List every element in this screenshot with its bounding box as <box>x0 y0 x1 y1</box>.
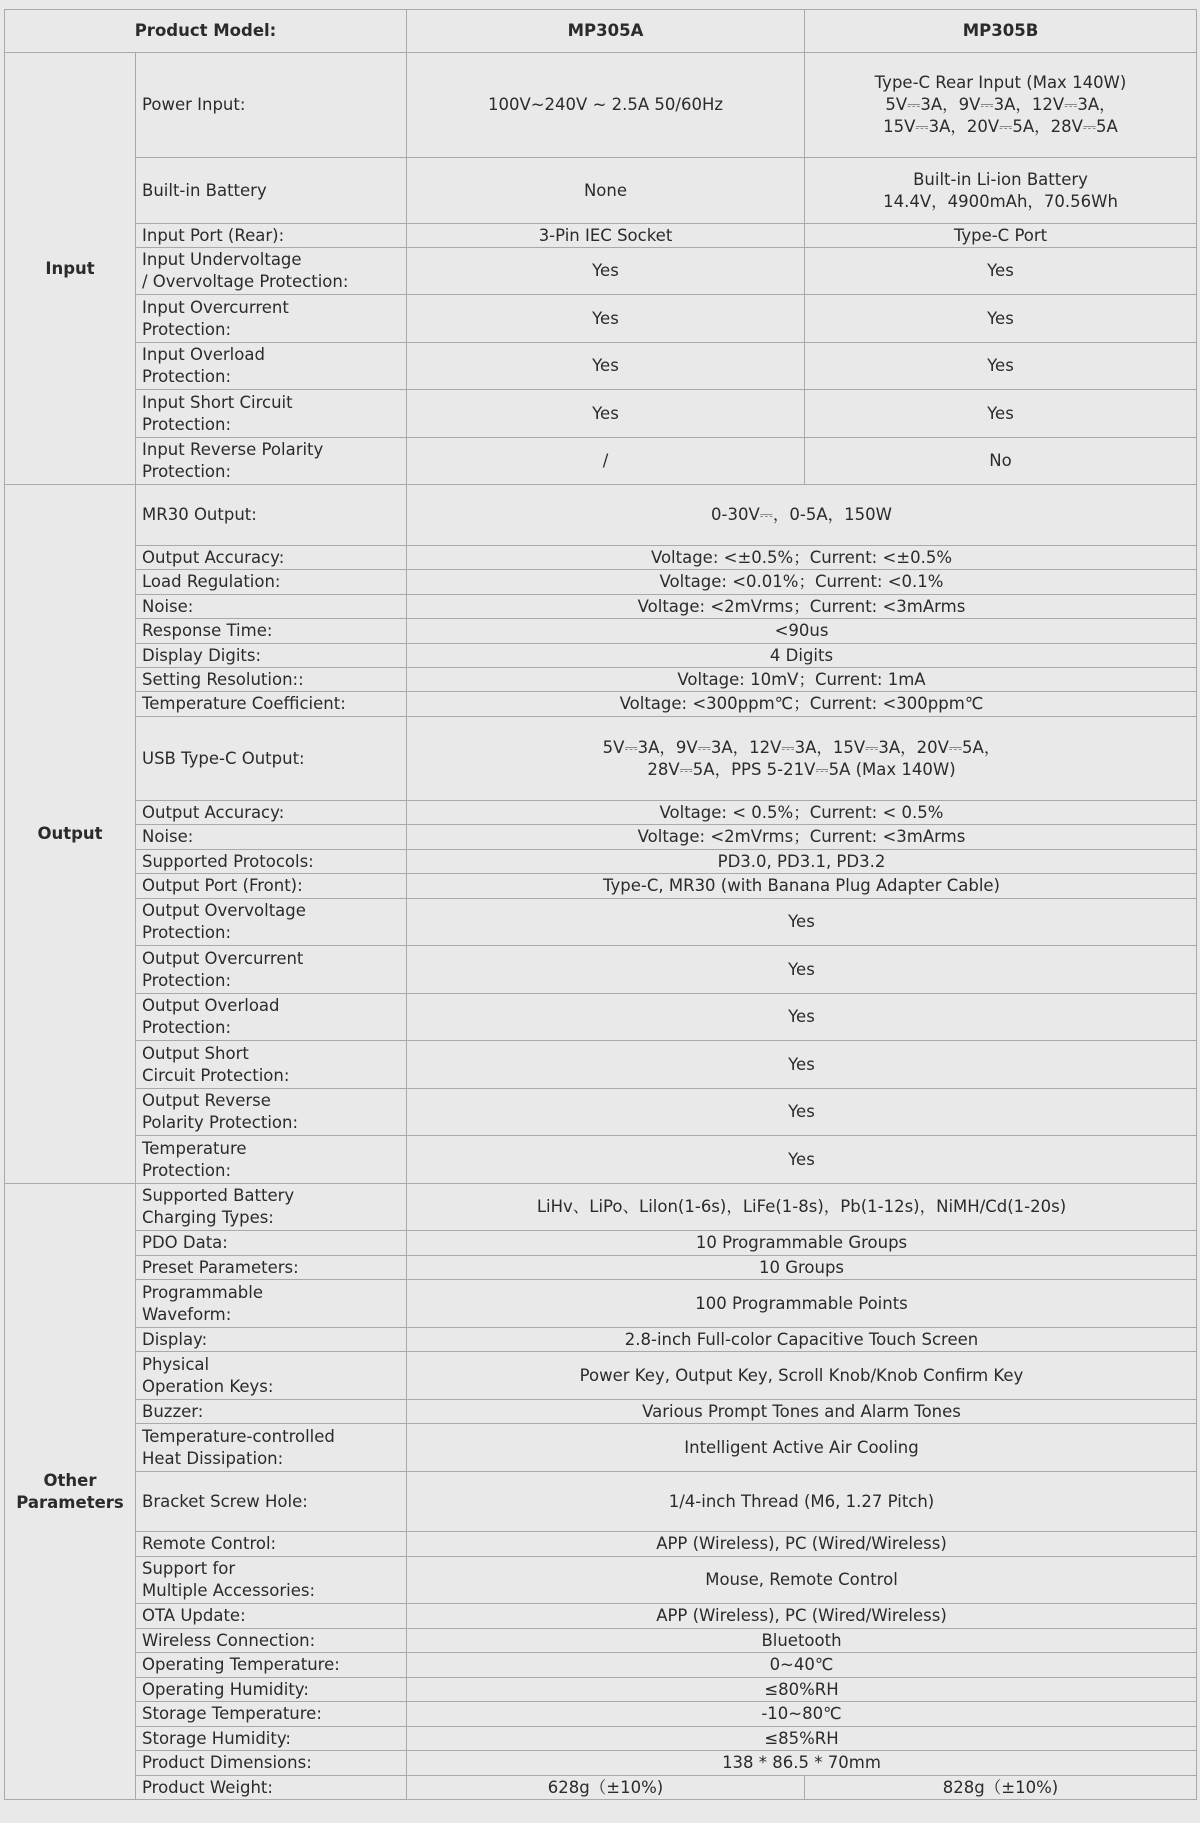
spec-label: Power Input: <box>136 53 407 158</box>
spec-label: Built-in Battery <box>136 158 407 224</box>
spec-value-shared: Various Prompt Tones and Alarm Tones <box>407 1400 1197 1424</box>
spec-label: Input Undervoltage / Overvoltage Protection: <box>136 248 407 295</box>
spec-label: Output Accuracy: <box>136 546 407 570</box>
spec-label: Display Digits: <box>136 644 407 668</box>
spec-value-mp305b: Yes <box>805 390 1197 438</box>
spec-row <box>5 390 1197 438</box>
spec-value-shared: 0-30V⎓，0-5A，150W <box>407 485 1197 546</box>
spec-row <box>5 1280 1197 1328</box>
spec-value-shared: Intelligent Active Air Cooling <box>407 1424 1197 1472</box>
spec-row <box>5 53 1197 158</box>
spec-label: Bracket Screw Hole: <box>136 1472 407 1532</box>
spec-value-mp305b: Built-in Li-ion Battery 14.4V，4900mAh，70.56Wh <box>805 158 1197 224</box>
group-label-other-parameters: Other Parameters <box>5 1184 136 1800</box>
spec-value-shared: 100 Programmable Points <box>407 1280 1197 1328</box>
spec-label: Input Overcurrent Protection: <box>136 295 407 343</box>
spec-value-mp305b: No <box>805 438 1197 485</box>
spec-row <box>5 546 1197 570</box>
spec-label: Input Overload Protection: <box>136 343 407 390</box>
spec-value-mp305b: Type-C Port <box>805 224 1197 248</box>
group-label-output: Output <box>5 485 136 1184</box>
spec-row <box>5 1751 1197 1776</box>
spec-value-shared: ≤85%RH <box>407 1727 1197 1751</box>
spec-label: Support for Multiple Accessories: <box>136 1557 407 1604</box>
spec-row <box>5 1727 1197 1751</box>
spec-value-shared: Voltage: <0.01%；Current: <0.1% <box>407 570 1197 595</box>
spec-value-shared: APP (Wireless), PC (Wired/Wireless) <box>407 1604 1197 1629</box>
spec-row <box>5 850 1197 874</box>
spec-label: Storage Humidity: <box>136 1727 407 1751</box>
spec-label: Input Port (Rear): <box>136 224 407 248</box>
spec-label: Supported Protocols: <box>136 850 407 874</box>
spec-value-mp305a: 100V~240V ~ 2.5A 50/60Hz <box>407 53 805 158</box>
spec-value-shared: 0~40℃ <box>407 1653 1197 1678</box>
spec-row <box>5 994 1197 1041</box>
spec-value-shared: 2.8-inch Full-color Capacitive Touch Screen <box>407 1328 1197 1352</box>
spec-value-mp305b: 828g（±10%) <box>805 1776 1197 1800</box>
spec-label: Supported Battery Charging Types: <box>136 1184 407 1231</box>
spec-label: PDO Data: <box>136 1231 407 1256</box>
spec-label: Physical Operation Keys: <box>136 1352 407 1400</box>
spec-row <box>5 295 1197 343</box>
header-label: Product Model: <box>5 10 407 53</box>
spec-label: Output Overload Protection: <box>136 994 407 1041</box>
spec-value-shared: Power Key, Output Key, Scroll Knob/Knob Confirm Key <box>407 1352 1197 1400</box>
spec-label: MR30 Output: <box>136 485 407 546</box>
spec-value-shared: PD3.0, PD3.1, PD3.2 <box>407 850 1197 874</box>
spec-row <box>5 343 1197 390</box>
spec-label: Output Short Circuit Protection: <box>136 1041 407 1089</box>
spec-value-shared: Yes <box>407 1041 1197 1089</box>
spec-label: Response Time: <box>136 619 407 644</box>
spec-row <box>5 1653 1197 1678</box>
spec-row <box>5 1184 1197 1231</box>
spec-row <box>5 248 1197 295</box>
spec-row <box>5 1557 1197 1604</box>
spec-value-mp305a: 628g（±10%) <box>407 1776 805 1800</box>
spec-value-shared: ≤80%RH <box>407 1678 1197 1702</box>
spec-value-shared: Voltage: <±0.5%；Current: <±0.5% <box>407 546 1197 570</box>
spec-label: Temperature Coefficient: <box>136 692 407 717</box>
spec-label: USB Type-C Output: <box>136 717 407 801</box>
spec-row <box>5 1041 1197 1089</box>
spec-value-shared: Voltage: <2mVrms；Current: <3mArms <box>407 595 1197 619</box>
spec-value-shared: <90us <box>407 619 1197 644</box>
spec-value-shared: 4 Digits <box>407 644 1197 668</box>
spec-label: Product Dimensions: <box>136 1751 407 1776</box>
spec-label: Operating Humidity: <box>136 1678 407 1702</box>
header-model-a: MP305A <box>407 10 805 53</box>
spec-label: Temperature Protection: <box>136 1136 407 1184</box>
spec-label: Wireless Connection: <box>136 1629 407 1653</box>
spec-value-mp305a: Yes <box>407 248 805 295</box>
spec-value-shared: Bluetooth <box>407 1629 1197 1653</box>
spec-value-shared: Voltage: <300ppm℃；Current: <300ppm℃ <box>407 692 1197 717</box>
spec-row <box>5 1136 1197 1184</box>
spec-label: Output Overcurrent Protection: <box>136 946 407 994</box>
spec-value-shared: Voltage: 10mV；Current: 1mA <box>407 668 1197 692</box>
spec-value-mp305b: Yes <box>805 295 1197 343</box>
spec-value-mp305b: Type-C Rear Input (Max 140W) 5V⎓3A，9V⎓3A，12V⎓3A， 15V⎓3A，20V⎓5A，28V⎓5A <box>805 53 1197 158</box>
spec-label: Storage Temperature: <box>136 1702 407 1727</box>
spec-value-shared: Yes <box>407 946 1197 994</box>
spec-table-body <box>5 10 1197 1800</box>
spec-label: Output Overvoltage Protection: <box>136 899 407 946</box>
spec-row <box>5 158 1197 224</box>
spec-row <box>5 1532 1197 1557</box>
spec-row <box>5 438 1197 485</box>
spec-row <box>5 1231 1197 1256</box>
spec-row <box>5 1678 1197 1702</box>
spec-row <box>5 1328 1197 1352</box>
spec-value-mp305b: Yes <box>805 248 1197 295</box>
spec-value-mp305a: Yes <box>407 295 805 343</box>
group-label-input: Input <box>5 53 136 485</box>
spec-label: Output Accuracy: <box>136 801 407 825</box>
spec-label: Remote Control: <box>136 1532 407 1557</box>
spec-value-mp305a: / <box>407 438 805 485</box>
spec-value-mp305a: Yes <box>407 390 805 438</box>
spec-label: Noise: <box>136 595 407 619</box>
spec-row <box>5 899 1197 946</box>
spec-table <box>4 9 1197 1800</box>
spec-value-shared: -10~80℃ <box>407 1702 1197 1727</box>
spec-value-mp305a: Yes <box>407 343 805 390</box>
spec-label: Preset Parameters: <box>136 1256 407 1280</box>
spec-row <box>5 1089 1197 1136</box>
spec-row <box>5 485 1197 546</box>
spec-label: Operating Temperature: <box>136 1653 407 1678</box>
spec-value-shared: 5V⎓3A，9V⎓3A，12V⎓3A，15V⎓3A，20V⎓5A， 28V⎓5A，PPS 5-21V⎓5A (Max 140W) <box>407 717 1197 801</box>
spec-row <box>5 801 1197 825</box>
spec-row <box>5 717 1197 801</box>
spec-value-shared: Yes <box>407 1089 1197 1136</box>
spec-value-shared: Yes <box>407 899 1197 946</box>
spec-row <box>5 619 1197 644</box>
spec-label: Product Weight: <box>136 1776 407 1800</box>
spec-label: Input Short Circuit Protection: <box>136 390 407 438</box>
spec-row <box>5 1352 1197 1400</box>
spec-value-mp305b: Yes <box>805 343 1197 390</box>
spec-label: OTA Update: <box>136 1604 407 1629</box>
spec-value-mp305a: None <box>407 158 805 224</box>
spec-row <box>5 1424 1197 1472</box>
spec-label: Temperature-controlled Heat Dissipation: <box>136 1424 407 1472</box>
spec-row <box>5 644 1197 668</box>
spec-value-shared: Voltage: < 0.5%；Current: < 0.5% <box>407 801 1197 825</box>
spec-value-shared: Type-C, MR30 (with Banana Plug Adapter Cable) <box>407 874 1197 899</box>
spec-row <box>5 1400 1197 1424</box>
spec-row <box>5 1604 1197 1629</box>
spec-label: Load Regulation: <box>136 570 407 595</box>
spec-row <box>5 1776 1197 1800</box>
spec-row <box>5 825 1197 850</box>
header-model-b: MP305B <box>805 10 1197 53</box>
spec-row <box>5 595 1197 619</box>
spec-row <box>5 1702 1197 1727</box>
spec-label: Output Reverse Polarity Protection: <box>136 1089 407 1136</box>
spec-label: Buzzer: <box>136 1400 407 1424</box>
spec-value-shared: 10 Programmable Groups <box>407 1231 1197 1256</box>
spec-value-shared: Yes <box>407 1136 1197 1184</box>
spec-value-shared: 138 * 86.5 * 70mm <box>407 1751 1197 1776</box>
spec-label: Programmable Waveform: <box>136 1280 407 1328</box>
spec-label: Noise: <box>136 825 407 850</box>
spec-value-shared: Voltage: <2mVrms；Current: <3mArms <box>407 825 1197 850</box>
spec-row <box>5 224 1197 248</box>
spec-value-mp305a: 3-Pin IEC Socket <box>407 224 805 248</box>
spec-label: Output Port (Front): <box>136 874 407 899</box>
spec-row <box>5 1256 1197 1280</box>
header-row <box>5 10 1197 53</box>
spec-label: Setting Resolution:: <box>136 668 407 692</box>
spec-label: Input Reverse Polarity Protection: <box>136 438 407 485</box>
spec-row <box>5 1472 1197 1532</box>
spec-value-shared: 10 Groups <box>407 1256 1197 1280</box>
spec-row <box>5 874 1197 899</box>
spec-label: Display: <box>136 1328 407 1352</box>
spec-row <box>5 668 1197 692</box>
spec-row <box>5 1629 1197 1653</box>
spec-row <box>5 570 1197 595</box>
spec-value-shared: 1/4-inch Thread (M6, 1.27 Pitch) <box>407 1472 1197 1532</box>
spec-row <box>5 692 1197 717</box>
spec-value-shared: Mouse, Remote Control <box>407 1557 1197 1604</box>
spec-value-shared: Yes <box>407 994 1197 1041</box>
spec-value-shared: APP (Wireless), PC (Wired/Wireless) <box>407 1532 1197 1557</box>
spec-value-shared: LiHv、LiPo、Lilon(1-6s)，LiFe(1-8s)，Pb(1-12s)，NiMH/Cd(1-20s) <box>407 1184 1197 1231</box>
spec-row <box>5 946 1197 994</box>
